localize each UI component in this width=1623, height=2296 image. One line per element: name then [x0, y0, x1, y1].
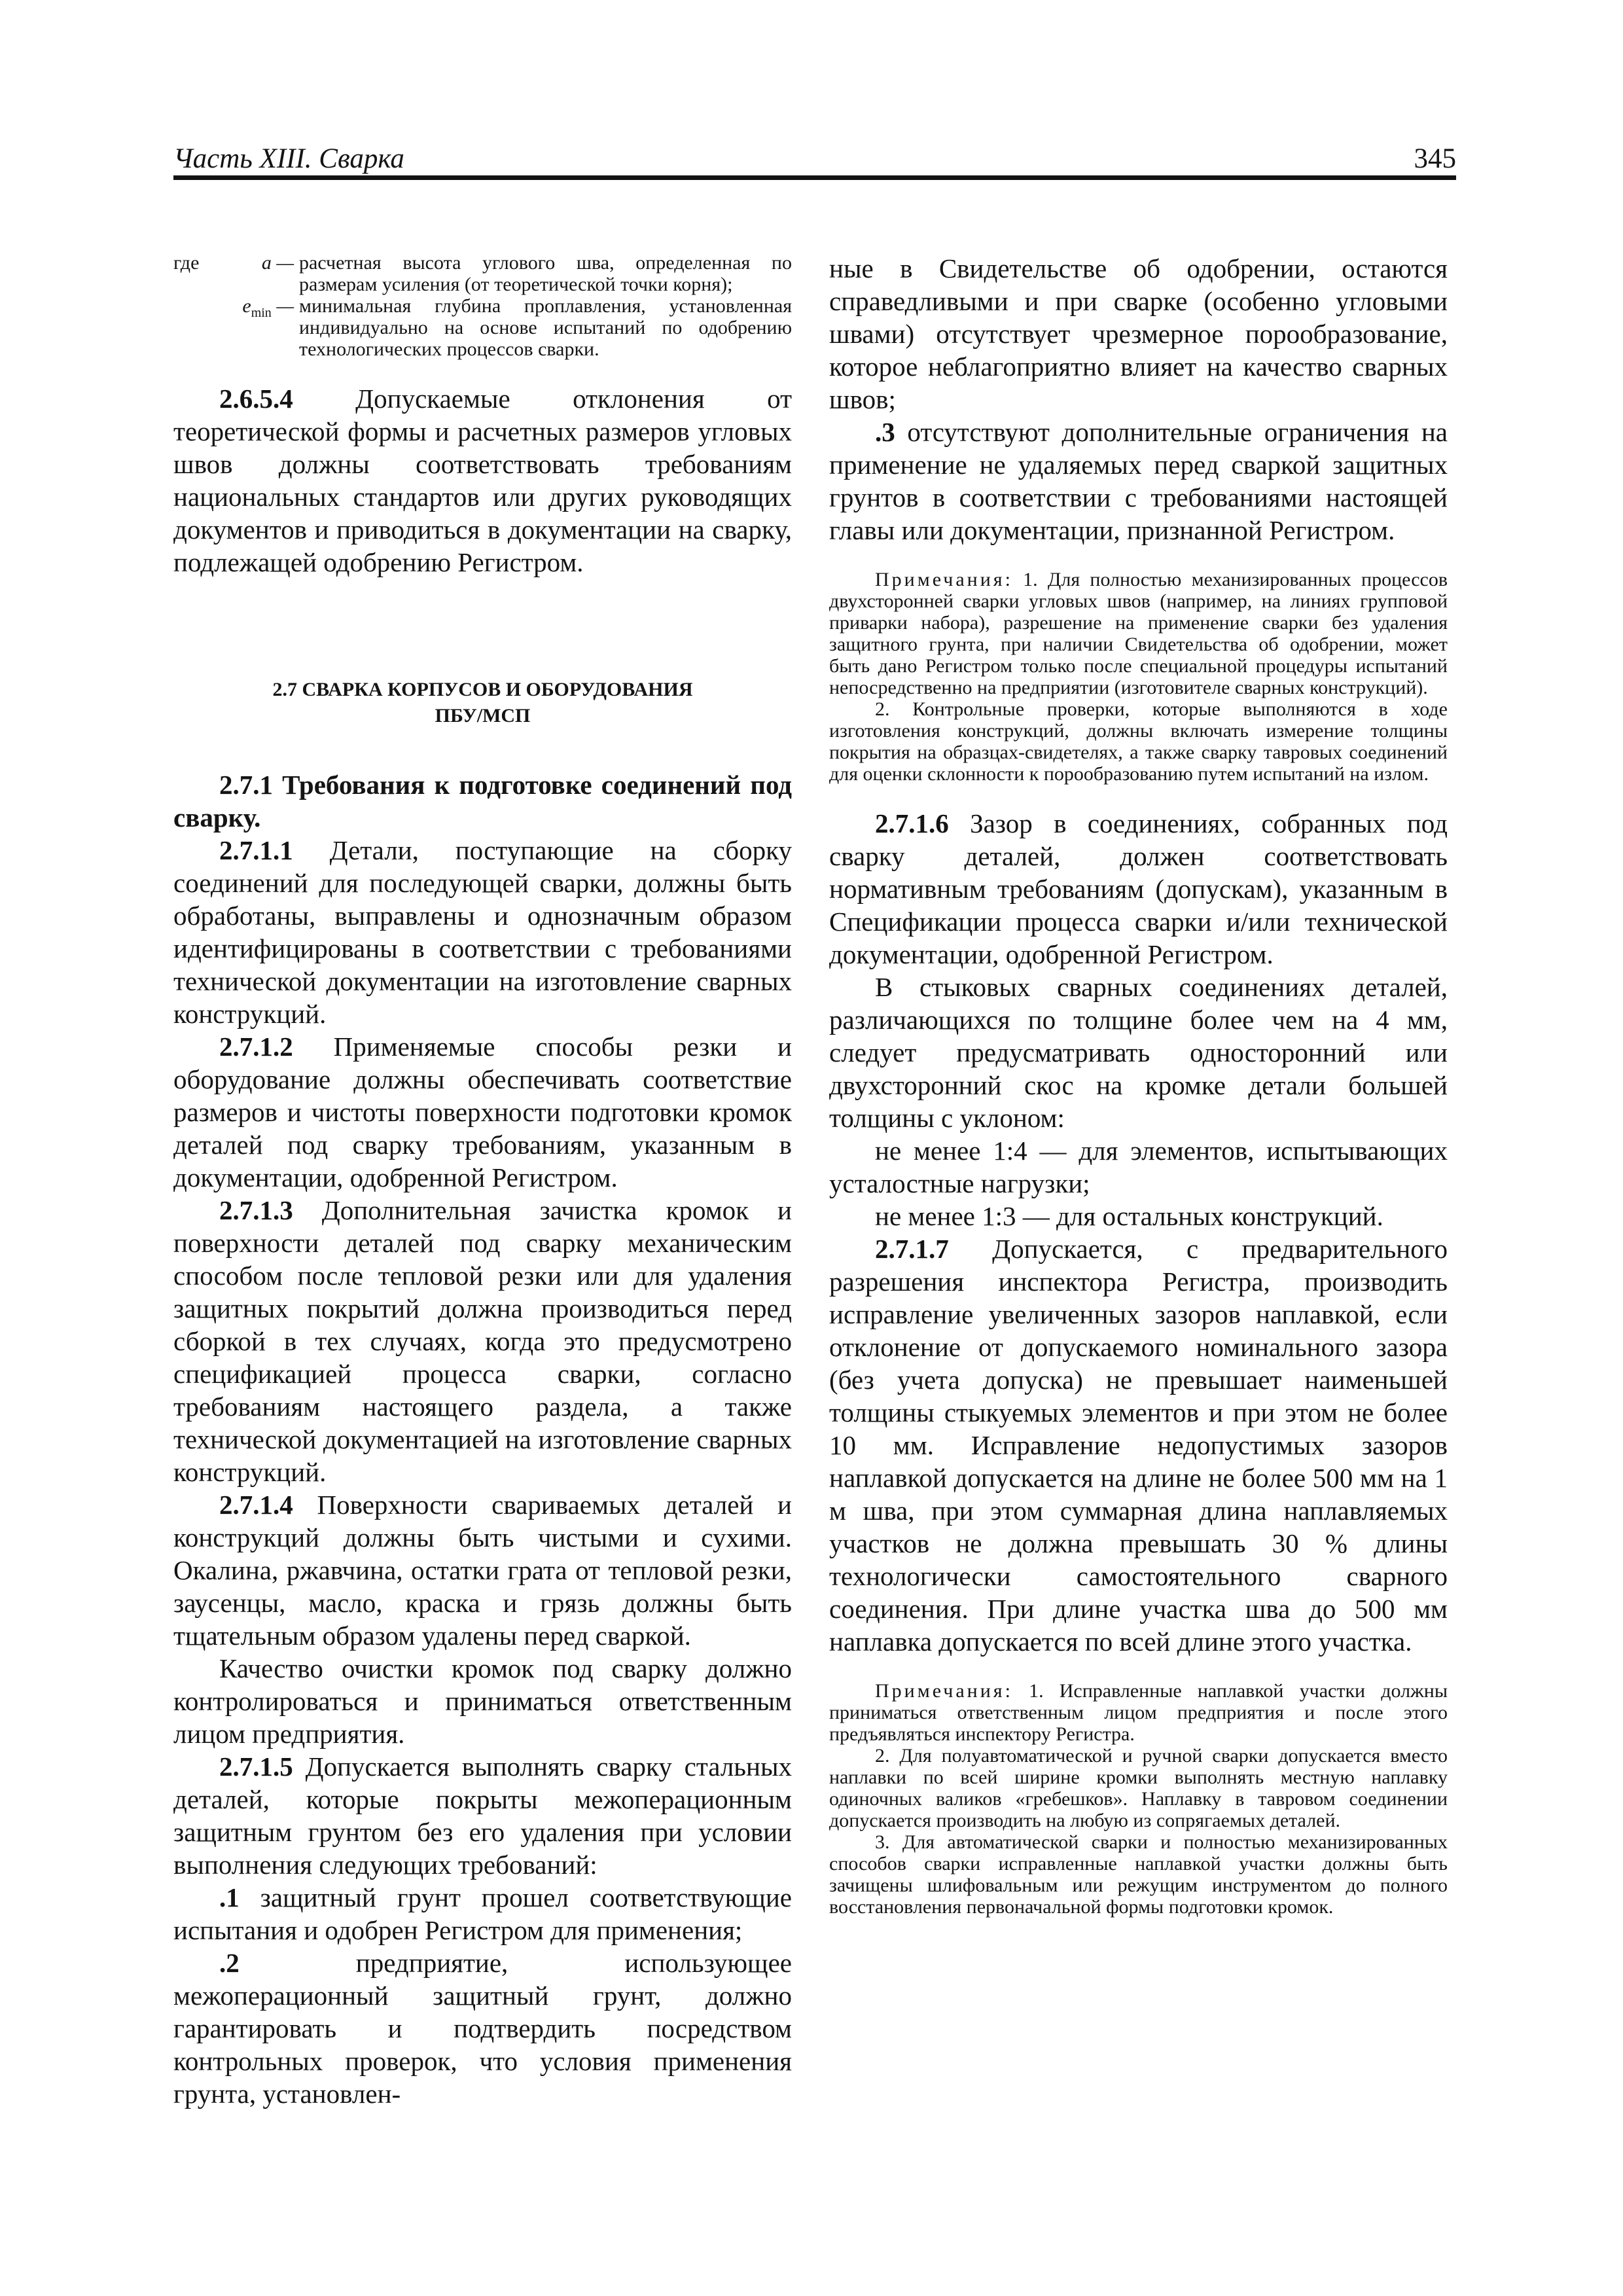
note-1-1 [829, 569, 1448, 698]
paragraph-2-7-1-2 [173, 1030, 792, 1194]
clause-text: Применяемые способы резки и оборудование должны обеспечивать соответствие размеров и чистоты поверхности подготовки кромок деталей под сварку требованиям, указанным в документации, одобренной Регистром. [173, 1031, 792, 1193]
item-number: .3 [875, 417, 895, 447]
paragraph-slope-1: не менее 1:4 — для элементов, испытывающих усталостные нагрузки; [829, 1136, 1448, 1198]
paragraph-continuation: ные в Свидетельстве об одобрении, остаются справедливыми и при сварке (особенно угловыми швами) отсутствует чрезмерное порообразование, которое неблагоприятно влияет на качество сварных швов; [829, 253, 1448, 414]
notes-block-2 [829, 1680, 1448, 1918]
page-number: 345 [1414, 143, 1456, 174]
section-title [173, 677, 792, 729]
item-text: предприятие, использующее межоперационный защитный грунт, должно гарантировать и подтвердить посредством контрольных проверок, что условия применения грунта, установлен- [173, 1948, 792, 2109]
running-header [173, 137, 1456, 177]
clause-text: Поверхности свариваемых деталей и конструкций должны быть чистыми и сухими. Окалина, ржавчина, остатки грата от тепловой резки, заусенцы, масло, краска и грязь должны быть тщательным образом удалены перед сваркой. [173, 1490, 792, 1651]
note-text: 1. Исправленные наплавкой участки должны приниматься ответственным лицом предприятия и после этого предъявляться инспектору Регистра. [829, 1680, 1448, 1745]
header-title: Часть XIII. Сварка [173, 143, 404, 174]
clause-number: 2.7.1.1 [219, 835, 293, 865]
clause-number: 2.7.1.5 [219, 1751, 293, 1782]
note-2-3: 3. Для автоматической сварки и полностью механизированных способов сварки исправленные наплавкой участки должны быть зачищены шлифовальным или режущим инструментом до полного восстановления первоначальной формы подготовки кромок. [829, 1831, 1448, 1918]
clause-number: 2.7.1.7 [875, 1234, 949, 1264]
paragraph-2-7-1-5 [173, 1750, 792, 1881]
section-title-line2: ПБУ/МСП [435, 705, 531, 726]
definition-symbol-a: a — [261, 252, 294, 274]
paragraph-slope-2: не менее 1:3 — для остальных конструкций. [875, 1201, 1383, 1231]
paragraph-2-7-1-6 [829, 807, 1448, 971]
definition-symbol-emin [239, 295, 299, 360]
item-number: .2 [219, 1948, 240, 1978]
paragraph-2-7-1-1 [173, 834, 792, 1030]
paragraph-2-7-1-3 [173, 1194, 792, 1488]
subsection-title: 2.7.1 Требования к подготовке соединений под сварку. [173, 770, 792, 833]
note-2-2: 2. Для полуавтоматической и ручной сварки допускается вместо наплавки по всей ширине кромки выполнять местную наплавку одиночных валиков «гребешков». Наплавку в тавровом соединении допускается производить на любую из сопрягаемых деталей. [829, 1745, 1448, 1831]
symbol-e: e [242, 295, 251, 317]
item-text: защитный грунт прошел соответствующие испытания и одобрен Регистром для применения; [173, 1882, 792, 1945]
clause-number: 2.6.5.4 [219, 384, 293, 414]
list-item-1 [173, 1881, 792, 1946]
definition-text-a: расчетная высота углового шва, определенная по размерам усиления (от теоретической точки корня); [299, 252, 792, 295]
symbol-dash: — [271, 295, 294, 317]
paragraph-butt-joints: В стыковых сварных соединениях деталей, различающихся по толщине более чем на 4 мм, следует предусматривать односторонний или двухсторонний скос на кромке детали большей толщины с уклоном: [829, 972, 1448, 1133]
clause-number: 2.7.1.4 [219, 1490, 293, 1520]
clause-number: 2.7.1.2 [219, 1031, 293, 1062]
clause-text: Зазор в соединениях, собранных под сварку деталей, должен соответствовать нормативным требованиям (допускам), указанным в Спецификации процесса сварки и/или технической документации, одобренной Регистром. [829, 808, 1448, 969]
right-column [829, 252, 1448, 1918]
definitions-list [173, 252, 792, 360]
notes-label: Примечания: [875, 569, 1013, 590]
list-item-3 [829, 416, 1448, 547]
paragraph-2-6-5-4 [173, 382, 792, 579]
clause-text: Допускаемые отклонения от теоретической формы и расчетных размеров угловых швов должны соответствовать требованиям национальных стандартов или других руководящих документов и приводиться в документации на сварку, подлежащей одобрению Регистром. [173, 384, 792, 577]
item-text: отсутствуют дополнительные ограничения на применение не удаляемых перед сваркой защитных грунтов в соответствии с требованиями настоящей главы или документации, признанной Регистром. [829, 417, 1448, 545]
list-item-2 [173, 1946, 792, 2110]
clause-number: 2.7.1.3 [219, 1195, 293, 1225]
paragraph-2-7-1-4 [173, 1488, 792, 1652]
item-number: .1 [219, 1882, 240, 1912]
symbol-sub-min: min [251, 306, 272, 320]
definition-text-emin: минимальная глубина проплавления, установленная индивидуально на основе испытаний по одобрению технологических процессов сварки. [299, 295, 792, 360]
clause-text: Дополнительная зачистка кромок и поверхности деталей под сварку механическим способом после тепловой резки или для удаления защитных покрытий должна производиться перед сборкой в тех случаях, когда это предусмотрено спецификацией процесса сварки, согласно требованиям настоящего раздела, а также технической документацией на изготовление сварных конструкций. [173, 1195, 792, 1487]
paragraph-2-7-1-7 [829, 1232, 1448, 1658]
where-label: где [173, 252, 200, 274]
note-1-2: 2. Контрольные проверки, которые выполняются в ходе изготовления конструкций, должны включать измерение толщины покрытия на образцах-свидетелях, а также сварку тавровых соединений для оценки склонности к порообразованию путем испытаний на излом. [829, 698, 1448, 785]
left-column [173, 252, 792, 2110]
paragraph-quality: Качество очистки кромок под сварку должно контролироваться и приниматься ответственным лицом предприятия. [173, 1653, 792, 1749]
notes-label: Примечания: [875, 1680, 1013, 1702]
section-title-line1: 2.7 СВАРКА КОРПУСОВ И ОБОРУДОВАНИЯ [272, 679, 693, 700]
notes-block-1 [829, 569, 1448, 785]
note-2-1 [829, 1680, 1448, 1745]
clause-text: Допускается, с предварительного разрешения инспектора Регистра, производить исправление увеличенных зазоров наплавкой, если отклонение от допускаемого номинального зазора (без учета допуска) не превышает наименьшей толщины стыкуемых элементов и при этом не более 10 мм. Исправление недопустимых зазоров наплавкой допускается на длине не более 500 мм на 1 м шва, при этом суммарная длина наплавляемых участков не должна превышать 30 % длины технологически самостоятельного сварного соединения. При длине участка шва до 500 мм наплавка допускается по всей длине этого участка. [829, 1234, 1448, 1657]
note-text: 1. Для полностью механизированных процессов двухсторонней сварки угловых швов (например, на линиях групповой приварки набора), разрешение на применение сварки без удаления защитного грунта, при наличии Свидетельства об одобрении, может быть дано Регистром только после специальной процедуры испытаний непосредственно на предприятии (изготовителе сварных конструкций). [829, 569, 1448, 698]
clause-text: Детали, поступающие на сборку соединений для последующей сварки, должны быть обработаны, выправлены и однозначным образом идентифицированы в соответствии с требованиями технической документации на изготовление сварных конструкций. [173, 835, 792, 1029]
clause-text: Допускается выполнять сварку стальных деталей, которые покрыты межоперационным защитным грунтом без его удаления при условии выполнения следующих требований: [173, 1751, 792, 1880]
clause-number: 2.7.1.6 [875, 808, 949, 838]
header-rule [173, 175, 1456, 180]
